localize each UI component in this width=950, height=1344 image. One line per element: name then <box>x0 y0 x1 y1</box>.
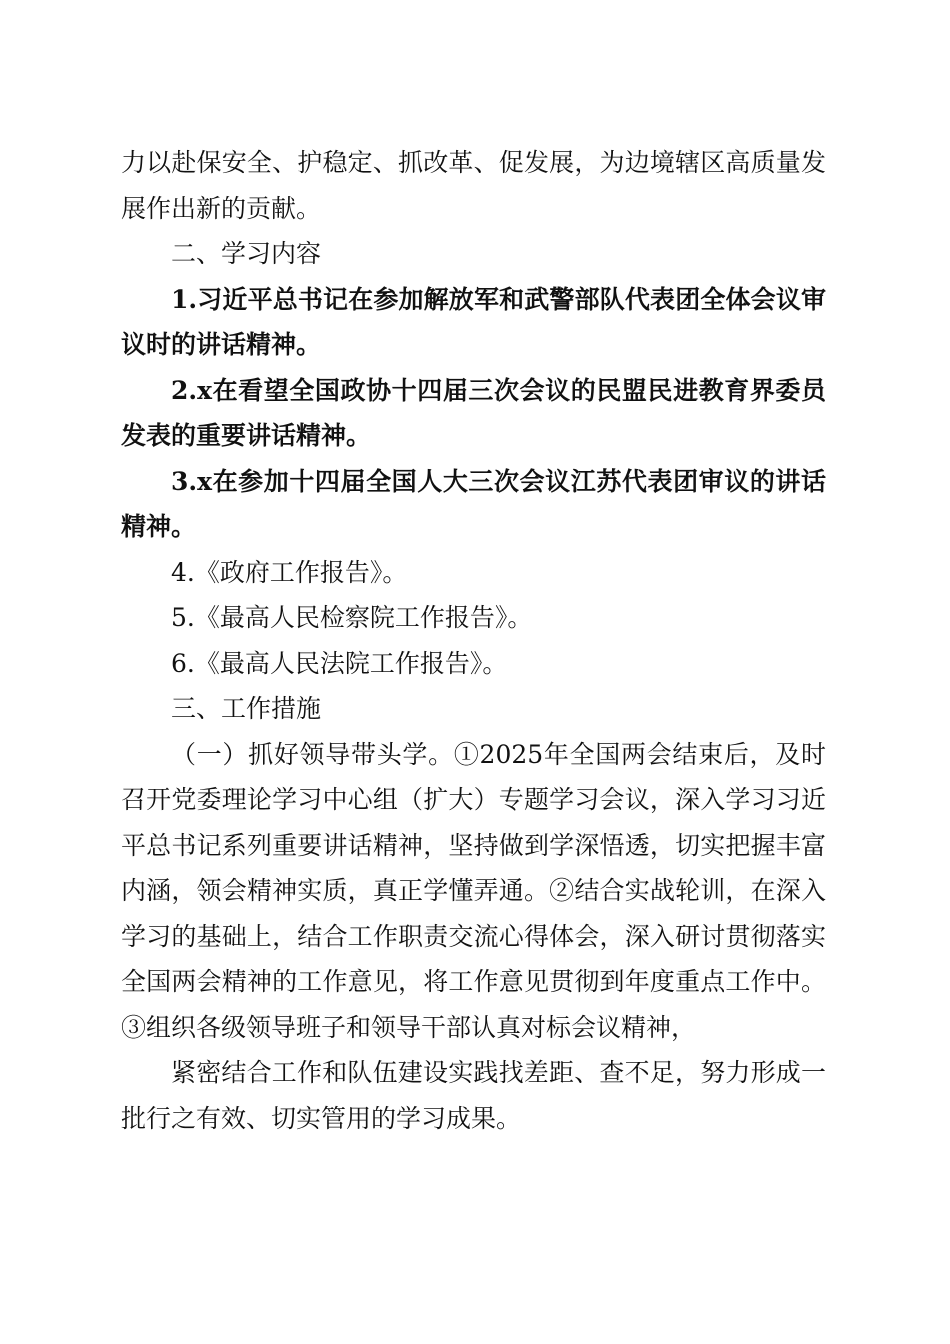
measure-paragraph-1-continuation: 紧密结合工作和队伍建设实践找差距、查不足，努力形成一批行之有效、切实管用的学习成果。 <box>121 1058 826 1133</box>
study-item-2: 2.x在看望全国政协十四届三次会议的民盟民进教育界委员发表的重要讲话精神。 <box>121 375 826 450</box>
study-item-5: 5.《最高人民检察院工作报告》。 <box>171 603 533 632</box>
paragraph-continuation: 力以赴保安全、护稳定、抓改革、促发展，为边境辖区高质量发展作出新的贡献。 <box>121 148 826 223</box>
study-item-6: 6.《最高人民法院工作报告》。 <box>171 648 508 678</box>
section-heading-study-content: 二、学习内容 <box>171 239 322 268</box>
document-body <box>121 140 826 1141</box>
section-heading-work-measures: 三、工作措施 <box>171 694 322 723</box>
study-item-4: 4.《政府工作报告》。 <box>171 557 408 587</box>
study-item-1: 1.习近平总书记在参加解放军和武警部队代表团全体会议审议时的讲话精神。 <box>121 284 826 359</box>
measure-paragraph-1: （一）抓好领导带头学。①2025年全国两会结束后，及时召开党委理论学习中心组（扩大）专题学习会议，深入学习习近平总书记系列重要讲话精神，坚持做到学深悟透，切实把握丰富内涵，领会精神实质，真正学懂弄通。②结合实战轮训，在深入学习的基础上，结合工作职责交流心得体会，深入研讨贯彻落实全国两会精神的工作意见，将工作意见贯彻到年度重点工作中。③组织各级领导班子和领导干部认真对标会议精神， <box>121 739 826 1042</box>
study-item-3: 3.x在参加十四届全国人大三次会议江苏代表团审议的讲话精神。 <box>121 466 826 541</box>
